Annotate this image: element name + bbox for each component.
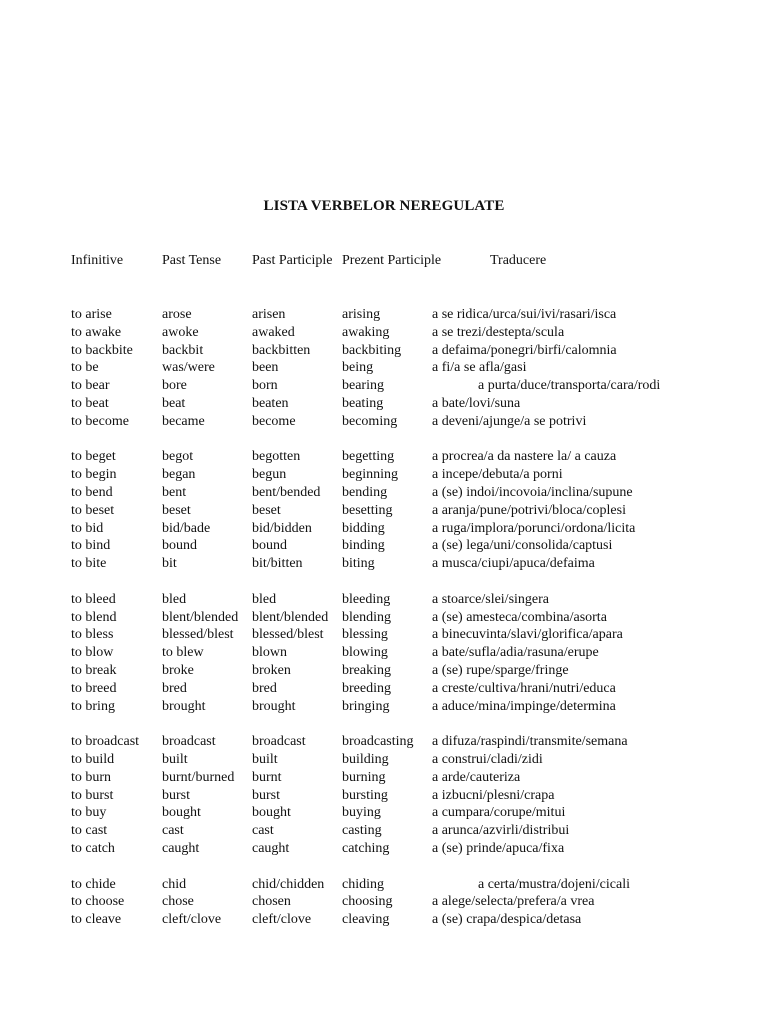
translation-cell: a construi/cladi/zidi [432, 752, 543, 767]
past-participle-cell: broadcast [252, 734, 306, 749]
translation-cell: a aranja/pune/potrivi/bloca/coplesi [432, 503, 626, 518]
infinitive-cell: to chide [71, 877, 116, 892]
table-row [0, 626, 768, 644]
translation-cell: a arde/cauteriza [432, 770, 521, 785]
infinitive-cell: to buy [71, 805, 107, 820]
past-tense-cell: broadcast [162, 734, 216, 749]
translation-cell: a deveni/ajunge/a se potrivi [432, 414, 587, 429]
present-participle-cell: buying [342, 805, 381, 820]
present-participle-cell: cleaving [342, 912, 390, 927]
table-row [0, 822, 768, 840]
past-participle-cell: bled [252, 592, 277, 607]
table-row [0, 787, 768, 805]
translation-cell: a (se) indoi/incovoia/inclina/supune [432, 485, 633, 500]
translation-cell: a difuza/raspindi/transmite/semana [432, 734, 628, 749]
present-participle-cell: beating [342, 396, 384, 411]
infinitive-cell: to broadcast [71, 734, 140, 749]
translation-cell: a binecuvinta/slavi/glorifica/apara [432, 627, 623, 642]
present-participle-cell: bringing [342, 699, 390, 714]
infinitive-cell: to catch [71, 841, 115, 856]
infinitive-cell: to cleave [71, 912, 122, 927]
past-participle-cell: beset [252, 503, 281, 518]
past-participle-cell: been [252, 360, 279, 375]
present-participle-cell: breeding [342, 681, 391, 696]
infinitive-cell: to begin [71, 467, 117, 482]
translation-cell: a (se) rupe/sparge/fringe [432, 663, 569, 678]
table-row [0, 609, 768, 627]
past-participle-cell: blown [252, 645, 287, 660]
present-participle-cell: bidding [342, 521, 385, 536]
infinitive-cell: to build [71, 752, 115, 767]
past-participle-cell: begotten [252, 449, 301, 464]
table-row [0, 395, 768, 413]
table-row [0, 680, 768, 698]
translation-cell: a (se) crapa/despica/detasa [432, 912, 582, 927]
past-participle-cell: arisen [252, 307, 286, 322]
past-tense-cell: beat [162, 396, 186, 411]
translation-cell: a (se) amesteca/combina/asorta [432, 610, 607, 625]
past-tense-cell: broke [162, 663, 194, 678]
present-participle-cell: bending [342, 485, 388, 500]
infinitive-cell: to burst [71, 788, 114, 803]
infinitive-cell: to breed [71, 681, 117, 696]
infinitive-cell: to backbite [71, 343, 133, 358]
past-participle-cell: bent/bended [252, 485, 321, 500]
table-row [0, 306, 768, 324]
infinitive-cell: to be [71, 360, 99, 375]
translation-cell: a certa/mustra/dojeni/cicali [478, 877, 630, 892]
present-participle-cell: catching [342, 841, 390, 856]
table-row [0, 520, 768, 538]
past-tense-cell: became [162, 414, 205, 429]
present-participle-cell: chiding [342, 877, 384, 892]
table-row [0, 893, 768, 911]
present-participle-cell: biting [342, 556, 375, 571]
past-participle-cell: chid/chidden [252, 877, 325, 892]
infinitive-cell: to break [71, 663, 117, 678]
past-tense-cell: arose [162, 307, 192, 322]
translation-cell: a purta/duce/transporta/cara/rodi [478, 378, 661, 393]
past-tense-cell: burnt/burned [162, 770, 235, 785]
translation-cell: a aduce/mina/impinge/determina [432, 699, 616, 714]
present-participle-cell: breaking [342, 663, 391, 678]
past-participle-cell: awaked [252, 325, 295, 340]
present-participle-cell: choosing [342, 894, 393, 909]
table-header [0, 252, 768, 270]
translation-cell: a bate/lovi/suna [432, 396, 521, 411]
past-participle-cell: blent/blended [252, 610, 329, 625]
translation-cell: a incepe/debuta/a porni [432, 467, 563, 482]
infinitive-cell: to awake [71, 325, 122, 340]
translation-cell: a izbucni/plesni/crapa [432, 788, 555, 803]
past-participle-cell: backbitten [252, 343, 311, 358]
past-tense-cell: bent [162, 485, 187, 500]
translation-cell: a (se) prinde/apuca/fixa [432, 841, 565, 856]
present-participle-cell: arising [342, 307, 381, 322]
header-infinitive: Infinitive [71, 253, 124, 268]
past-tense-cell: bought [162, 805, 201, 820]
past-tense-cell: caught [162, 841, 200, 856]
table-row [0, 751, 768, 769]
past-tense-cell: bit [162, 556, 177, 571]
present-participle-cell: bursting [342, 788, 388, 803]
table-row [0, 484, 768, 502]
present-participle-cell: building [342, 752, 389, 767]
header-present-participle: Prezent Participle [342, 253, 442, 268]
translation-cell: a cumpara/corupe/mitui [432, 805, 566, 820]
present-participle-cell: blowing [342, 645, 388, 660]
infinitive-cell: to beset [71, 503, 115, 518]
translation-cell: a procrea/a da nastere la/ a cauza [432, 449, 617, 464]
table-row [0, 555, 768, 573]
table-row [0, 840, 768, 858]
past-tense-cell: cleft/clove [162, 912, 222, 927]
present-participle-cell: broadcasting [342, 734, 414, 749]
translation-cell: a bate/sufla/adia/rasuna/erupe [432, 645, 599, 660]
past-tense-cell: blessed/blest [162, 627, 234, 642]
present-participle-cell: bleeding [342, 592, 391, 607]
past-participle-cell: become [252, 414, 296, 429]
header-past-participle: Past Participle [252, 253, 333, 268]
past-participle-cell: chosen [252, 894, 291, 909]
past-participle-cell: born [252, 378, 278, 393]
table-row [0, 804, 768, 822]
header-past-tense: Past Tense [162, 253, 222, 268]
past-tense-cell: chid [162, 877, 187, 892]
past-participle-cell: beaten [252, 396, 289, 411]
past-participle-cell: broken [252, 663, 291, 678]
table-row [0, 644, 768, 662]
translation-cell: a se trezi/destepta/scula [432, 325, 565, 340]
infinitive-cell: to bid [71, 521, 104, 536]
past-participle-cell: built [252, 752, 278, 767]
table-row [0, 769, 768, 787]
present-participle-cell: casting [342, 823, 382, 838]
table-row [0, 537, 768, 555]
past-participle-cell: burst [252, 788, 280, 803]
table-row [0, 359, 768, 377]
past-participle-cell: begun [252, 467, 287, 482]
past-tense-cell: chose [162, 894, 194, 909]
present-participle-cell: blending [342, 610, 391, 625]
present-participle-cell: awaking [342, 325, 390, 340]
translation-cell: a arunca/azvirli/distribui [432, 823, 570, 838]
table-row [0, 377, 768, 395]
past-tense-cell: blent/blended [162, 610, 239, 625]
present-participle-cell: besetting [342, 503, 393, 518]
past-tense-cell: bid/bade [162, 521, 211, 536]
translation-cell: a musca/ciupi/apuca/defaima [432, 556, 595, 571]
table-row [0, 448, 768, 466]
present-participle-cell: being [342, 360, 374, 375]
infinitive-cell: to blow [71, 645, 114, 660]
header-translation: Traducere [490, 253, 547, 268]
translation-cell: a defaima/ponegri/birfi/calomnia [432, 343, 617, 358]
infinitive-cell: to bring [71, 699, 115, 714]
past-tense-cell: backbit [162, 343, 204, 358]
infinitive-cell: to bend [71, 485, 113, 500]
translation-cell: a ruga/implora/porunci/ordona/licita [432, 521, 636, 536]
table-row [0, 413, 768, 431]
translation-cell: a stoarce/slei/singera [432, 592, 550, 607]
present-participle-cell: blessing [342, 627, 388, 642]
translation-cell: a (se) lega/uni/consolida/captusi [432, 538, 613, 553]
past-participle-cell: bit/bitten [252, 556, 303, 571]
past-participle-cell: bid/bidden [252, 521, 312, 536]
past-tense-cell: brought [162, 699, 206, 714]
past-tense-cell: bled [162, 592, 187, 607]
infinitive-cell: to beget [71, 449, 116, 464]
past-participle-cell: burnt [252, 770, 282, 785]
past-tense-cell: was/were [162, 360, 215, 375]
past-tense-cell: began [162, 467, 196, 482]
past-participle-cell: bought [252, 805, 291, 820]
infinitive-cell: to cast [71, 823, 108, 838]
present-participle-cell: becoming [342, 414, 398, 429]
infinitive-cell: to become [71, 414, 129, 429]
past-tense-cell: bound [162, 538, 197, 553]
infinitive-cell: to beat [71, 396, 109, 411]
past-participle-cell: blessed/blest [252, 627, 324, 642]
table-row [0, 662, 768, 680]
table-row [0, 876, 768, 894]
past-participle-cell: caught [252, 841, 290, 856]
past-participle-cell: cast [252, 823, 274, 838]
past-tense-cell: bore [162, 378, 187, 393]
infinitive-cell: to burn [71, 770, 112, 785]
infinitive-cell: to bind [71, 538, 111, 553]
infinitive-cell: to bless [71, 627, 114, 642]
past-participle-cell: cleft/clove [252, 912, 312, 927]
past-participle-cell: bred [252, 681, 277, 696]
translation-cell: a fi/a se afla/gasi [432, 360, 527, 375]
past-tense-cell: burst [162, 788, 190, 803]
present-participle-cell: bearing [342, 378, 384, 393]
present-participle-cell: begetting [342, 449, 395, 464]
table-row [0, 733, 768, 751]
document-title: LISTA VERBELOR NEREGULATE [263, 198, 505, 214]
translation-cell: a creste/cultiva/hrani/nutri/educa [432, 681, 616, 696]
infinitive-cell: to bleed [71, 592, 116, 607]
table-row [0, 698, 768, 716]
past-tense-cell: cast [162, 823, 184, 838]
infinitive-cell: to arise [71, 307, 112, 322]
present-participle-cell: binding [342, 538, 385, 553]
table-row [0, 502, 768, 520]
table-row [0, 911, 768, 929]
table-row [0, 324, 768, 342]
infinitive-cell: to choose [71, 894, 125, 909]
present-participle-cell: beginning [342, 467, 398, 482]
present-participle-cell: backbiting [342, 343, 402, 358]
infinitive-cell: to blend [71, 610, 117, 625]
translation-cell: a se ridica/urca/sui/ivi/rasari/isca [432, 307, 617, 322]
past-participle-cell: bound [252, 538, 287, 553]
table-row [0, 342, 768, 360]
past-tense-cell: built [162, 752, 188, 767]
past-tense-cell: awoke [162, 325, 199, 340]
present-participle-cell: burning [342, 770, 386, 785]
table-row [0, 466, 768, 484]
infinitive-cell: to bite [71, 556, 107, 571]
infinitive-cell: to bear [71, 378, 110, 393]
past-tense-cell: beset [162, 503, 191, 518]
table-row [0, 591, 768, 609]
past-tense-cell: to blew [162, 645, 204, 660]
past-tense-cell: begot [162, 449, 194, 464]
past-tense-cell: bred [162, 681, 187, 696]
translation-cell: a alege/selecta/prefera/a vrea [432, 894, 595, 909]
past-participle-cell: brought [252, 699, 296, 714]
